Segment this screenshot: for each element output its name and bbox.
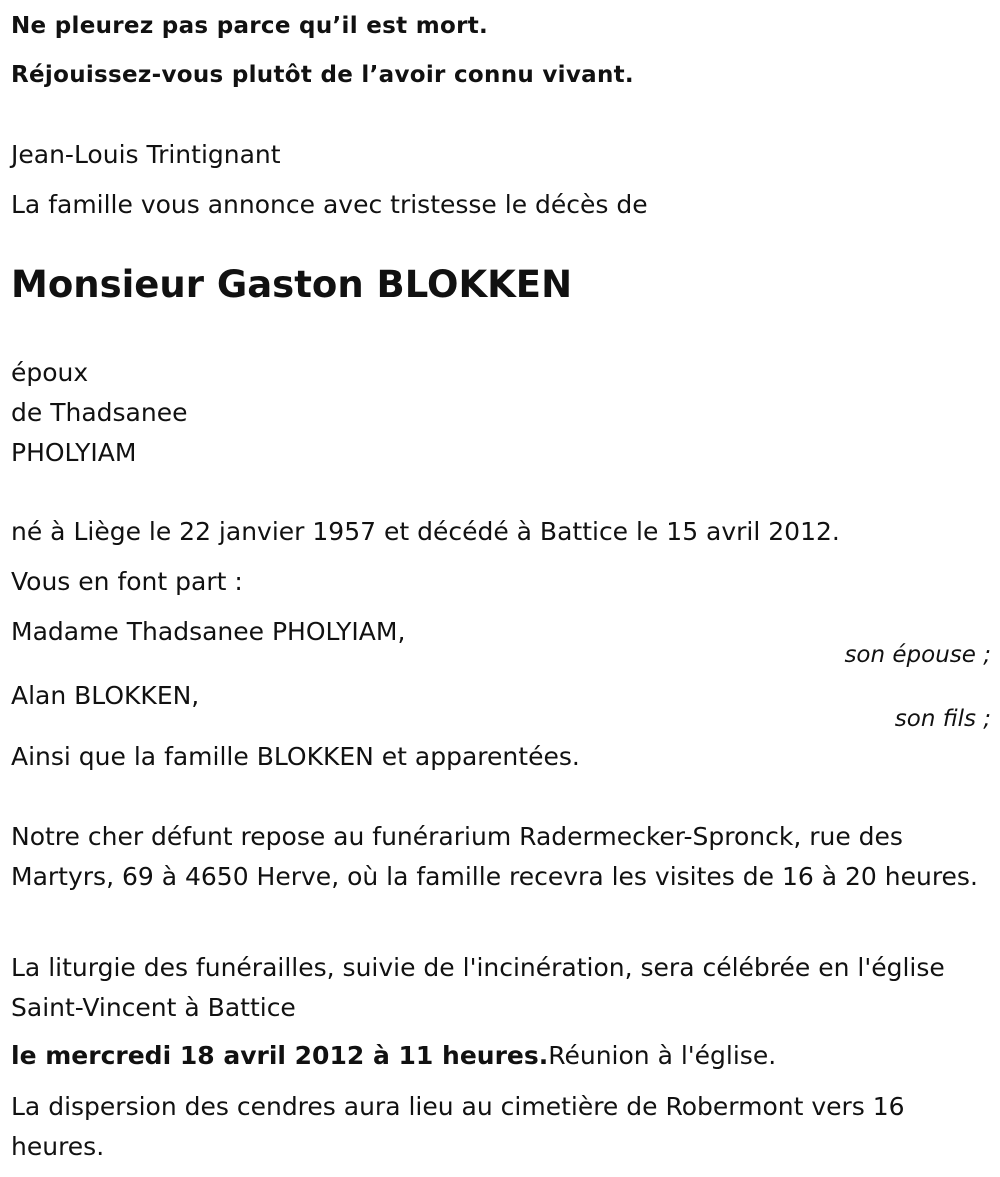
spouse-line-2: de Thadsanee bbox=[11, 398, 188, 427]
quote-line-1: Ne pleurez pas parce qu’il est mort. bbox=[11, 13, 489, 39]
liturgy-text: La liturgie des funérailles, suivie de l'incinération, sera célébrée en l'église Saint-Vincent à Battice bbox=[11, 953, 945, 1022]
family-member-relation: son épouse ; bbox=[844, 642, 991, 668]
spouse-line-1: époux bbox=[11, 358, 89, 387]
quote-author: Jean-Louis Trintignant bbox=[11, 140, 281, 169]
family-member-relation: son fils ; bbox=[894, 706, 991, 732]
family-member-name: Madame Thadsanee PHOLYIAM, bbox=[11, 617, 406, 646]
birth-death-text: né à Liège le 22 janvier 1957 et décédé à Battice le 15 avril 2012. bbox=[11, 517, 840, 546]
ceremony-line bbox=[11, 1036, 776, 1076]
family-member-name: Alan BLOKKEN, bbox=[11, 681, 200, 710]
intro-text: Vous en font part : bbox=[11, 567, 243, 596]
announcement-text: La famille vous annonce avec tristesse le décès de bbox=[11, 190, 648, 219]
quote-line-2: Réjouissez-vous plutôt de l’avoir connu vivant. bbox=[11, 62, 634, 88]
spouse-line-3: PHOLYIAM bbox=[11, 438, 137, 467]
deceased-name: Monsieur Gaston BLOKKEN bbox=[11, 263, 573, 306]
ceremony-meeting: Réunion à l'église. bbox=[548, 1041, 777, 1070]
ceremony-date: le mercredi 18 avril 2012 à 11 heures. bbox=[11, 1041, 549, 1070]
dispersion-text: La dispersion des cendres aura lieu au cimetière de Robermont vers 16 heures. bbox=[11, 1092, 905, 1161]
funeral-home-text: Notre cher défunt repose au funérarium Radermecker-Spronck, rue des Martyrs, 69 à 4650 Herve, où la famille recevra les visites de 16 à 20 heures. bbox=[11, 822, 978, 891]
family-extra-text: Ainsi que la famille BLOKKEN et apparentées. bbox=[11, 742, 580, 771]
